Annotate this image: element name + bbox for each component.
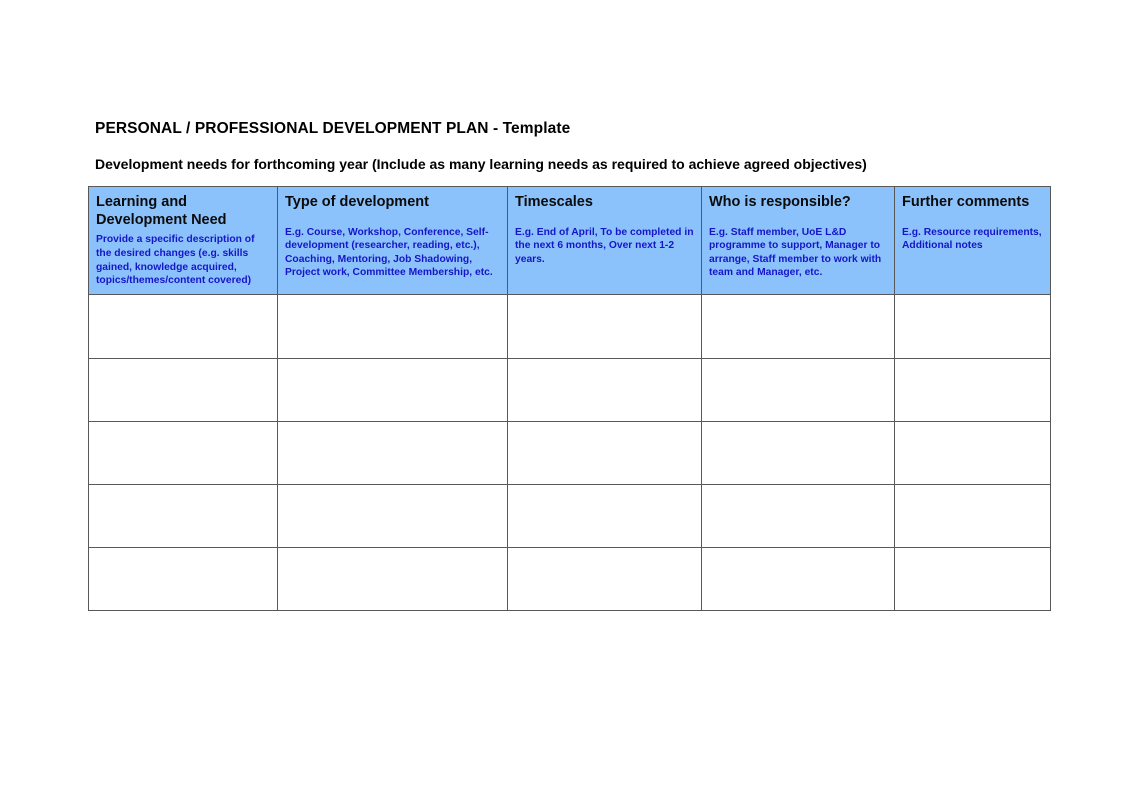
table-cell[interactable] (89, 421, 278, 484)
column-header-type-of-development (278, 187, 508, 295)
table-cell[interactable] (895, 484, 1051, 547)
column-header-description: E.g. Resource requirements, Additional notes (902, 226, 1042, 252)
table-cell[interactable] (508, 421, 702, 484)
table-cell[interactable] (89, 358, 278, 421)
table-cell[interactable] (508, 294, 702, 358)
table-cell[interactable] (508, 547, 702, 610)
column-header-description: E.g. Course, Workshop, Conference, Self-development (researcher, reading, etc.), Coaching, Mentoring, Job Shadowing, Project work, Committee Membership, etc. (285, 226, 493, 279)
table-cell[interactable] (702, 547, 895, 610)
page-subtitle: Development needs for forthcoming year (Include as many learning needs as required to achieve agreed objectives) (95, 156, 867, 172)
table-cell[interactable] (702, 294, 895, 358)
table-header-row (89, 187, 1051, 295)
table-cell[interactable] (89, 294, 278, 358)
table-row (89, 421, 1051, 484)
table-cell[interactable] (702, 484, 895, 547)
table-cell[interactable] (508, 484, 702, 547)
column-header-title: Learning and Development Need (96, 194, 227, 228)
column-header-title: Type of development (285, 194, 429, 210)
development-plan-table (88, 186, 1051, 611)
table-row (89, 484, 1051, 547)
table-row (89, 358, 1051, 421)
column-header-further-comments (895, 187, 1051, 295)
column-header-timescales (508, 187, 702, 295)
column-header-description: E.g. End of April, To be completed in the next 6 months, Over next 1-2 years. (515, 226, 694, 265)
table-cell[interactable] (702, 358, 895, 421)
table-cell[interactable] (895, 421, 1051, 484)
table-header (89, 187, 1051, 295)
column-header-title: Further comments (902, 194, 1030, 210)
table-cell[interactable] (278, 294, 508, 358)
table-cell[interactable] (278, 421, 508, 484)
table-row (89, 294, 1051, 358)
table-cell[interactable] (895, 547, 1051, 610)
table-cell[interactable] (895, 358, 1051, 421)
table-cell[interactable] (89, 547, 278, 610)
column-header-description: Provide a specific description of the desired changes (e.g. skills gained, knowledge acquired, topics/themes/content covered) (96, 234, 255, 287)
table-cell[interactable] (278, 484, 508, 547)
table-cell[interactable] (278, 547, 508, 610)
table-cell[interactable] (508, 358, 702, 421)
table-cell[interactable] (278, 358, 508, 421)
table-body (89, 294, 1051, 610)
table-row (89, 547, 1051, 610)
column-header-title: Timescales (515, 194, 593, 210)
column-header-learning-and-development-need (89, 187, 278, 295)
column-header-description: E.g. Staff member, UoE L&D programme to support, Manager to arrange, Staff member to work with team and Manager, etc. (709, 226, 882, 279)
table-cell[interactable] (702, 421, 895, 484)
table-cell[interactable] (89, 484, 278, 547)
table-cell[interactable] (895, 294, 1051, 358)
column-header-title: Who is responsible? (709, 194, 851, 210)
page-title: PERSONAL / PROFESSIONAL DEVELOPMENT PLAN - Template (95, 120, 571, 137)
column-header-who-is-responsible (702, 187, 895, 295)
